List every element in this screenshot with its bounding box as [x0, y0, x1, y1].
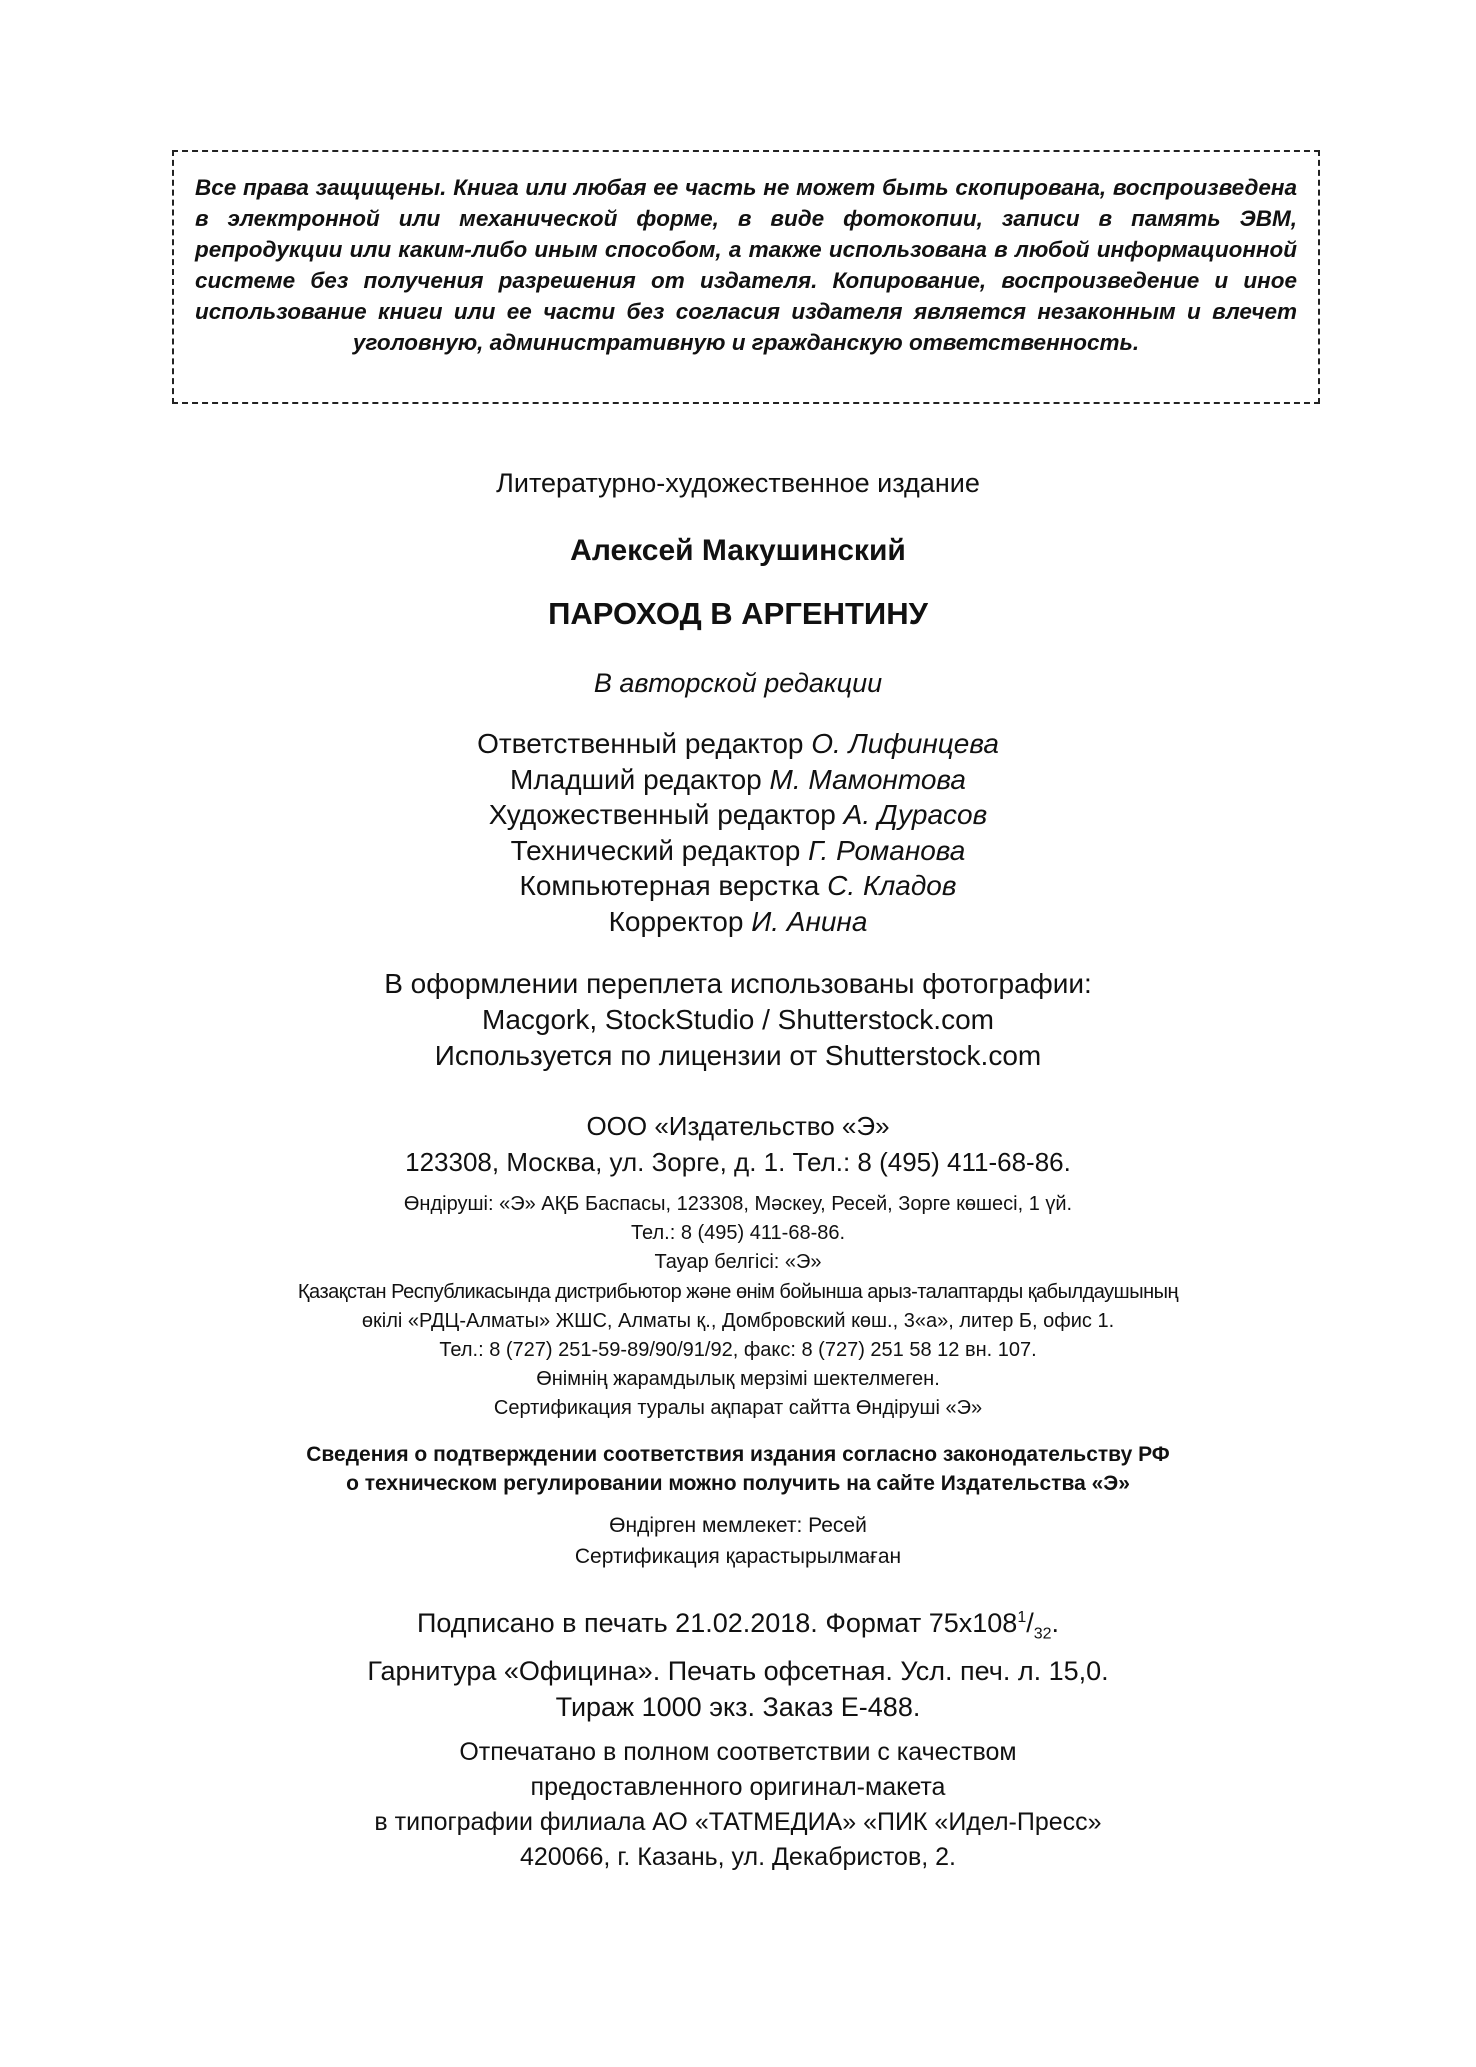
- publication-genre: Литературно-художественное издание: [496, 468, 980, 498]
- conformity-info: [0, 1440, 1476, 1498]
- printing-house: [0, 1735, 1476, 1875]
- kazakh-info-line: Өндіруші: «Э» АҚБ Баспасы, 123308, Мәскеу, Ресей, Зорге көшесі, 1 үй.: [403, 1193, 1073, 1215]
- kazakh-info-line: Сертификация туралы ақпарат сайтта Өндіруші «Э»: [493, 1397, 983, 1420]
- kazakh-info-line: Өнімнің жарамдылық мерзімі шектелмеген.: [536, 1368, 940, 1391]
- staff-role: Младший редактор: [510, 763, 762, 795]
- cover-credit-line: Используется по лицензии от Shutterstock.com: [434, 1040, 1042, 1071]
- staff-role: Художественный редактор: [488, 799, 836, 830]
- publisher-info: [0, 1108, 1476, 1180]
- book-title: ПАРОХОД В АРГЕНТИНУ: [548, 596, 928, 631]
- staff-person: О. Лифинцева: [811, 728, 999, 759]
- signed-line: Подписано в печать 21.02.2018. Формат $75x108^1/_{32}$.: [416, 1608, 1060, 1643]
- staff-person: М. Мамонтова: [769, 763, 966, 795]
- copyright-notice: Все права защищены. Книга или любая ее часть не может быть скопирована, воспроизведена в электронной или механической форме, в виде фотокопии, записи в память ЭВМ, репродукции или каким-либо иным способом, а также использована в любой информационной системе без получения разрешения от издателя. Копирование, воспроизведение и иное использование книги или ее части без согласия издателя является незаконным и влечет уголовную, административную и гражданскую ответственность.: [195, 175, 1297, 355]
- staff-line: [0, 833, 1476, 869]
- staff-person: И. Анина: [751, 905, 868, 937]
- publisher-address: 123308, Москва, ул. Зорге, д. 1. Тел.: 8 (495) 411-68-86.: [405, 1147, 1071, 1177]
- print-info: [0, 1600, 1476, 1726]
- cover-credit-line: Macgork, StockStudio / Shutterstock.com: [482, 1004, 994, 1035]
- kazakh-info-line: Тел.: 8 (495) 411-68-86.: [630, 1222, 846, 1245]
- staff-person: Г. Романова: [808, 834, 966, 866]
- staff-person: С. Кладов: [827, 870, 957, 901]
- signed-text: Подписано в печать 21.02.2018. Формат 75x108: [416, 1608, 1018, 1638]
- cover-credits: [0, 966, 1476, 1074]
- kazakh-info-line: өкілі «РДЦ-Алматы» ЖШС, Алматы қ., Домбровский көш., 3«а», литер Б, офис 1.: [361, 1309, 1115, 1332]
- staff-role: Ответственный редактор: [477, 728, 804, 759]
- staff-line: [0, 868, 1476, 904]
- cover-credit-line: В оформлении переплета использованы фотографии:: [384, 968, 1092, 999]
- author-name: Алексей Макушинский: [570, 534, 906, 567]
- staff-line: [0, 726, 1476, 762]
- format-denominator: 32: [1033, 1625, 1052, 1643]
- origin-info: [0, 1510, 1476, 1572]
- printing-house-line: 420066, г. Казань, ул. Декабристов, 2.: [520, 1843, 956, 1871]
- printing-house-line: в типографии филиала АО «ТАТМЕДИА» «ПИК «Идел-Пресс»: [374, 1808, 1102, 1836]
- run-line: Тираж 1000 экз. Заказ Е-488.: [555, 1692, 921, 1723]
- staff-role: Корректор: [608, 905, 744, 937]
- editorial-staff: [0, 726, 1476, 939]
- staff-line: [0, 904, 1476, 940]
- origin-line: Сертификация қарастырылмаған: [574, 1545, 902, 1568]
- conformity-line: Сведения о подтверждении соответствия издания согласно законодательству РФ: [306, 1443, 1170, 1466]
- kazakh-info-line: Қазақстан Республикасында дистрибьютор және өнім бойынша арыз-талаптарды қабылдаушының: [297, 1280, 1179, 1303]
- printing-house-line: Отпечатано в полном соответствии с качеством: [459, 1738, 1017, 1766]
- publisher-name: ООО «Издательство «Э»: [586, 1111, 890, 1141]
- printing-house-line: предоставленного оригинал-макета: [530, 1773, 946, 1801]
- typeface-line: Гарнитура «Официна». Печать офсетная. Усл. печ. л. 15,0.: [367, 1655, 1109, 1686]
- staff-line: [0, 797, 1476, 833]
- conformity-line: о техническом регулировании можно получить на сайте Издательства «Э»: [346, 1472, 1130, 1495]
- origin-line: Өндірген мемлекет: Ресей: [609, 1514, 867, 1537]
- edition-note: В авторской редакции: [593, 668, 883, 698]
- staff-role: Технический редактор: [510, 834, 801, 866]
- format-numerator: 1: [1017, 1609, 1027, 1626]
- staff-person: А. Дурасов: [843, 799, 988, 830]
- staff-role: Компьютерная верстка: [519, 870, 820, 901]
- kazakh-info-line: Тауар белгісі: «Э»: [654, 1251, 822, 1274]
- kazakh-info-line: Тел.: 8 (727) 251-59-89/90/91/92, факс: 8 (727) 251 58 12 вн. 107.: [439, 1339, 1037, 1362]
- signed-suffix: .: [1051, 1608, 1060, 1638]
- staff-line: [0, 762, 1476, 798]
- kazakh-info: [0, 1190, 1476, 1424]
